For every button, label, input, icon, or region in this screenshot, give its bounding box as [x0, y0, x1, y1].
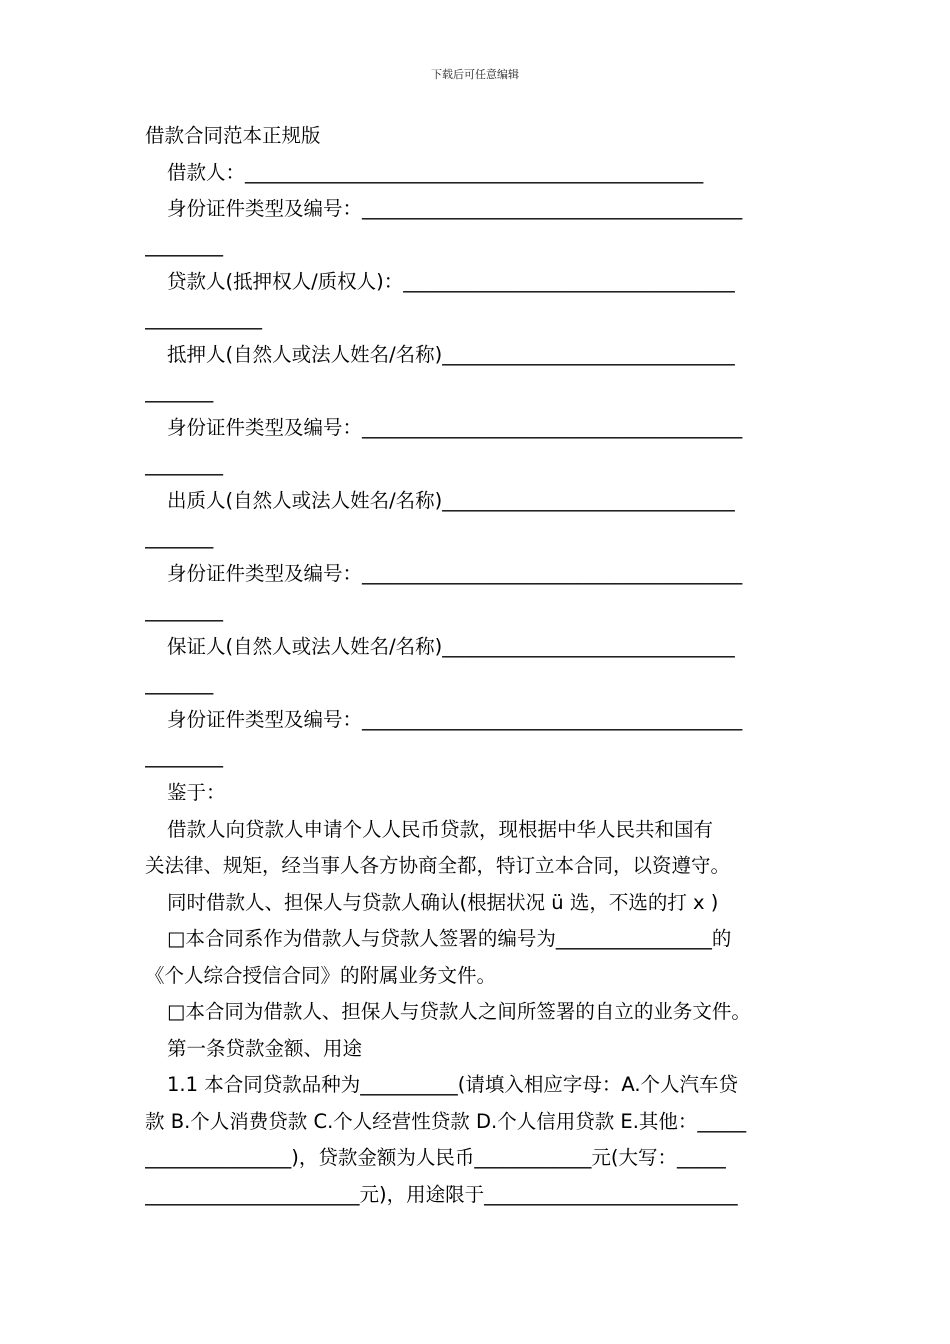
contract-line: ________: [145, 744, 223, 768]
document-title: 借款合同范本正规版: [145, 124, 321, 147]
contract-line: 《个人综合授信合同》的附属业务文件。: [145, 963, 497, 987]
contract-line: _______: [145, 379, 214, 403]
contract-line: _______: [145, 525, 214, 549]
contract-line: 1.1 本合同贷款品种为__________(请填入相应字母：A.个人汽车贷: [167, 1073, 739, 1096]
contract-line: 身份证件类型及编号：_______________________________________: [167, 562, 743, 585]
contract-line: 同时借款人、担保人与贷款人确认(根据状况 ü 选，不选的打 x ): [167, 890, 719, 914]
document-body: [145, 118, 807, 1213]
contract-lines: [145, 155, 807, 1214]
contract-line: 贷款人(抵押权人/质权人)：__________________________________: [167, 270, 735, 293]
contract-line: 身份证件类型及编号：_______________________________________: [167, 197, 743, 220]
contract-line: ________: [145, 233, 223, 257]
contract-line: 款 B.个人消费贷款 C.个人经营性贷款 D.个人信用贷款 E.其他：_____: [145, 1109, 747, 1133]
contract-line: 关法律、规矩，经当事人各方协商全都，特订立本合同，以资遵守。: [145, 854, 731, 877]
contract-line: □本合同为借款人、担保人与贷款人之间所签署的自立的业务文件。: [167, 1000, 751, 1023]
contract-line: _______________)，贷款金额为人民币____________元(大写：_____: [145, 1146, 726, 1169]
contract-line: 出质人(自然人或法人姓名/名称)______________________________: [167, 489, 735, 512]
contract-line: ______________________元)，用途限于__________________________: [145, 1182, 738, 1206]
contract-line: ____________: [145, 306, 262, 330]
contract-line: 借款人向贷款人申请个人人民币贷款，现根据中华人民共和国有: [167, 817, 714, 841]
contract-line: 身份证件类型及编号：_______________________________________: [167, 708, 743, 731]
page-header: 下载后可任意编辑: [431, 68, 519, 81]
contract-line: ________: [145, 598, 223, 622]
contract-line: □本合同系作为借款人与贷款人签署的编号为________________的: [167, 927, 732, 950]
contract-line: 身份证件类型及编号：_______________________________________: [167, 416, 743, 439]
contract-line: ________: [145, 452, 223, 476]
contract-line: 鉴于：: [167, 781, 226, 804]
contract-line: 抵押人(自然人或法人姓名/名称)______________________________: [167, 343, 735, 366]
contract-line: 第一条贷款金额、用途: [167, 1036, 363, 1060]
contract-line: _______: [145, 671, 214, 695]
contract-line: 保证人(自然人或法人姓名/名称)______________________________: [167, 635, 735, 658]
contract-line: 借款人：_______________________________________________: [167, 160, 704, 184]
